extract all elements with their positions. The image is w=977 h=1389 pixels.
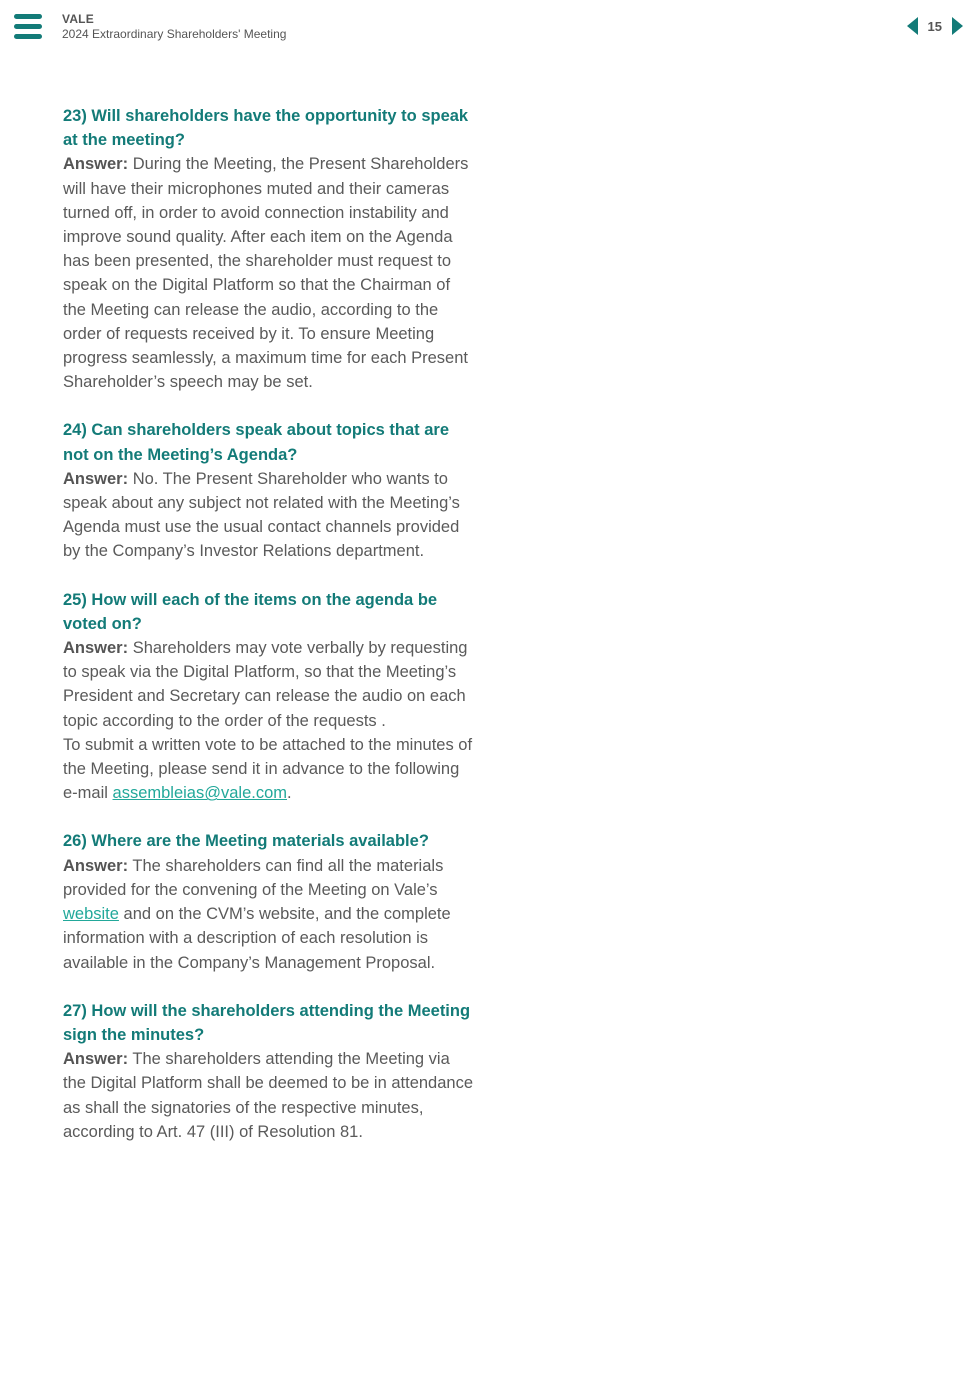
next-page-icon[interactable] [952, 17, 963, 35]
answer-23 [63, 152, 475, 394]
answer-extra-end: . [287, 784, 292, 803]
website-link[interactable]: website [63, 905, 119, 924]
answer-text: The shareholders can find all the materials provided for the convening of the Meeting on Vale’s [63, 856, 444, 899]
answer-text-after: and on the CVM’s website, and the complete information with a description of each resolution is available in the Company’s Management Proposal. [63, 905, 451, 972]
document-subtitle: 2024 Extraordinary Shareholders' Meeting [62, 27, 287, 41]
answer-25-extra [63, 733, 475, 806]
answer-25 [63, 636, 475, 733]
answer-label: Answer: [63, 155, 129, 174]
question-27: 27) How will the shareholders attending the Meeting sign the minutes? [63, 1001, 471, 1044]
question-26: 26) Where are the Meeting materials available? [63, 832, 429, 851]
brand-name: VALE [62, 12, 94, 26]
qa-item-25 [63, 588, 475, 806]
qa-item-26 [63, 829, 475, 974]
hamburger-menu-icon[interactable] [14, 14, 42, 40]
brand [62, 12, 286, 42]
qa-item-27 [63, 999, 475, 1144]
answer-label: Answer: [63, 1050, 129, 1069]
page-navigation [907, 16, 963, 36]
answer-27 [63, 1047, 475, 1144]
question-23: 23) Will shareholders have the opportunity to speak at the meeting? [63, 107, 469, 150]
answer-text: During the Meeting, the Present Shareholders will have their microphones muted and their cameras turned off, in order to avoid connection instability and improve sound quality. After each item on the Agenda has been presented, the shareholder must request to speak on the Digital Platform so that the Chairman of the Meeting can release the audio, according to the order of requests received by it. To ensure Meeting progress seamlessly, a maximum time for each Present Shareholder’s speech may be set. [63, 155, 469, 392]
previous-page-icon[interactable] [907, 17, 918, 35]
answer-text: No. The Present Shareholder who wants to speak about any subject not related with the Meeting’s Agenda must use the usual contact channels provided by the Company’s Investor Relations department. [63, 469, 460, 561]
question-25: 25) How will each of the items on the agenda be voted on? [63, 590, 438, 633]
qa-item-24 [63, 418, 475, 563]
question-24: 24) Can shareholders speak about topics that are not on the Meeting’s Agenda? [63, 421, 450, 464]
answer-text: The shareholders attending the Meeting via the Digital Platform shall be deemed to be in attendance as shall the signatories of the respective minutes, according to Art. 47 (III) of Resolution 81. [63, 1050, 474, 1141]
answer-extra-text: To submit a written vote to be attached to the minutes of the Meeting, please send it in advance to the following e-mail [63, 735, 473, 803]
answer-label: Answer: [63, 856, 129, 875]
header [0, 0, 977, 56]
email-link[interactable]: assembleias@vale.com [112, 784, 287, 803]
answer-label: Answer: [63, 639, 129, 658]
answer-text: Shareholders may vote verbally by requesting to speak via the Digital Platform, so that the Meeting’s President and Secretary can release the audio on each topic according to the order of the requests . [63, 639, 468, 730]
answer-26 [63, 854, 475, 975]
page-number: 15 [927, 18, 942, 34]
answer-24 [63, 467, 475, 564]
qa-item-23 [63, 104, 475, 394]
answer-label: Answer: [63, 469, 129, 488]
faq-content [63, 104, 475, 1168]
